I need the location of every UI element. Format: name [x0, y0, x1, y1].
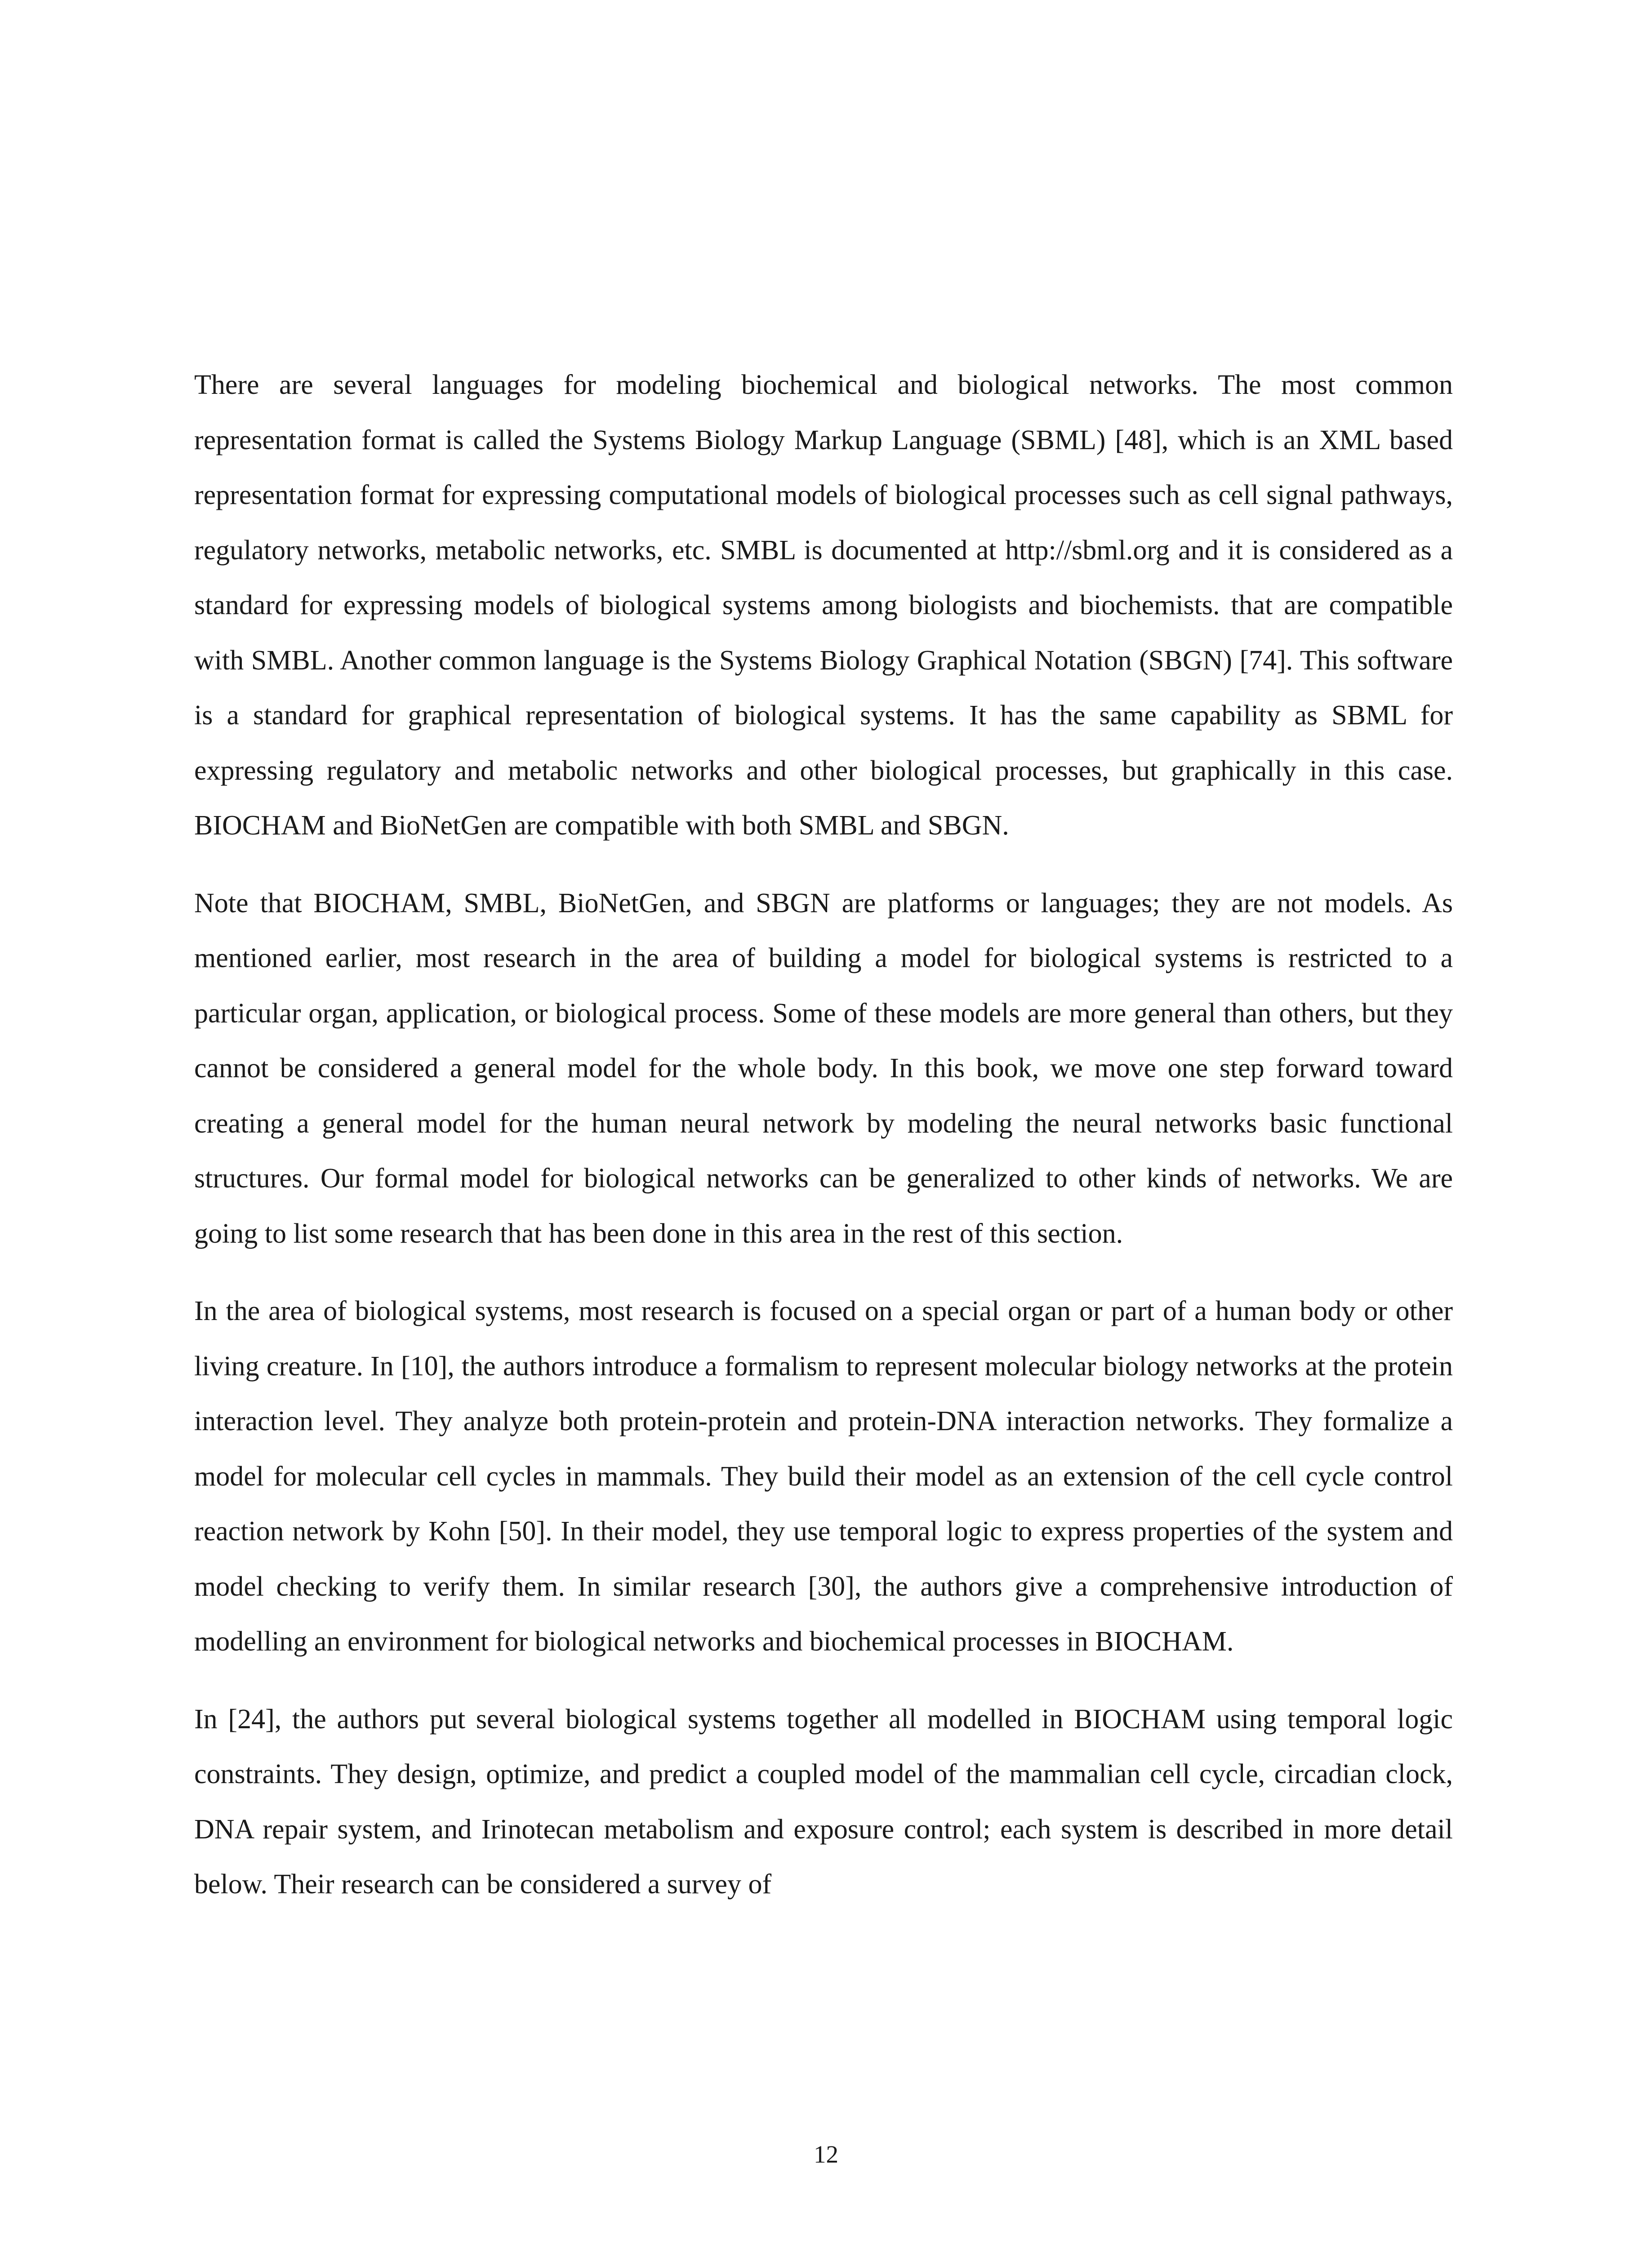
paragraph-4: In [24], the authors put several biological systems together all modelled in BIOCHAM using temporal logic constraints. They design, optimize, and predict a coupled model of the mammalian cell cycle, circadian clock, DNA repair system, and Irinotecan metabolism and exposure control; each system is described in more detail below. Their research can be considered a survey of — [194, 1704, 1453, 1900]
paragraph-1: There are several languages for modeling biochemical and biological networks. The most common representation format is called the Systems Biology Markup Language (SBML) [48], which is an XML based representation format for expressing computational models of biological processes such as cell signal pathways, regulatory networks, metabolic networks, etc. SMBL is documented at http://sbml.org and it is considered as a standard for expressing models of biological systems among biologists and biochemists. that are compatible with SMBL. Another common language is the Systems Biology Graphical Notation (SBGN) [74]. This software is a standard for graphical representation of biological systems. It has the same capability as SBML for expressing regulatory and metabolic networks and other biological processes, but graphically in this case. BIOCHAM and BioNetGen are compatible with both SMBL and SBGN. — [194, 370, 1453, 841]
body-text — [194, 357, 1453, 1935]
page-number: 12 — [814, 2141, 838, 2168]
paragraph-2: Note that BIOCHAM, SMBL, BioNetGen, and SBGN are platforms or languages; they are not models. As mentioned earlier, most research in the area of building a model for biological systems is restricted to a particular organ, application, or biological process. Some of these models are more general than others, but they cannot be considered a general model for the whole body. In this book, we move one step forward toward creating a general model for the human neural network by modeling the neural networks basic functional structures. Our formal model for biological networks can be generalized to other kinds of networks. We are going to list some research that has been done in this area in the rest of this section. — [194, 888, 1453, 1249]
paragraph-3: In the area of biological systems, most research is focused on a special organ or part of a human body or other living creature. In [10], the authors introduce a formalism to represent molecular biology networks at the protein interaction level. They analyze both protein-protein and protein-DNA interaction networks. They formalize a model for molecular cell cycles in mammals. They build their model as an extension of the cell cycle control reaction network by Kohn [50]. In their model, they use temporal logic to express properties of the system and model checking to verify them. In similar research [30], the authors give a comprehensive introduction of modelling an environment for biological networks and biochemical processes in BIOCHAM. — [194, 1296, 1453, 1657]
